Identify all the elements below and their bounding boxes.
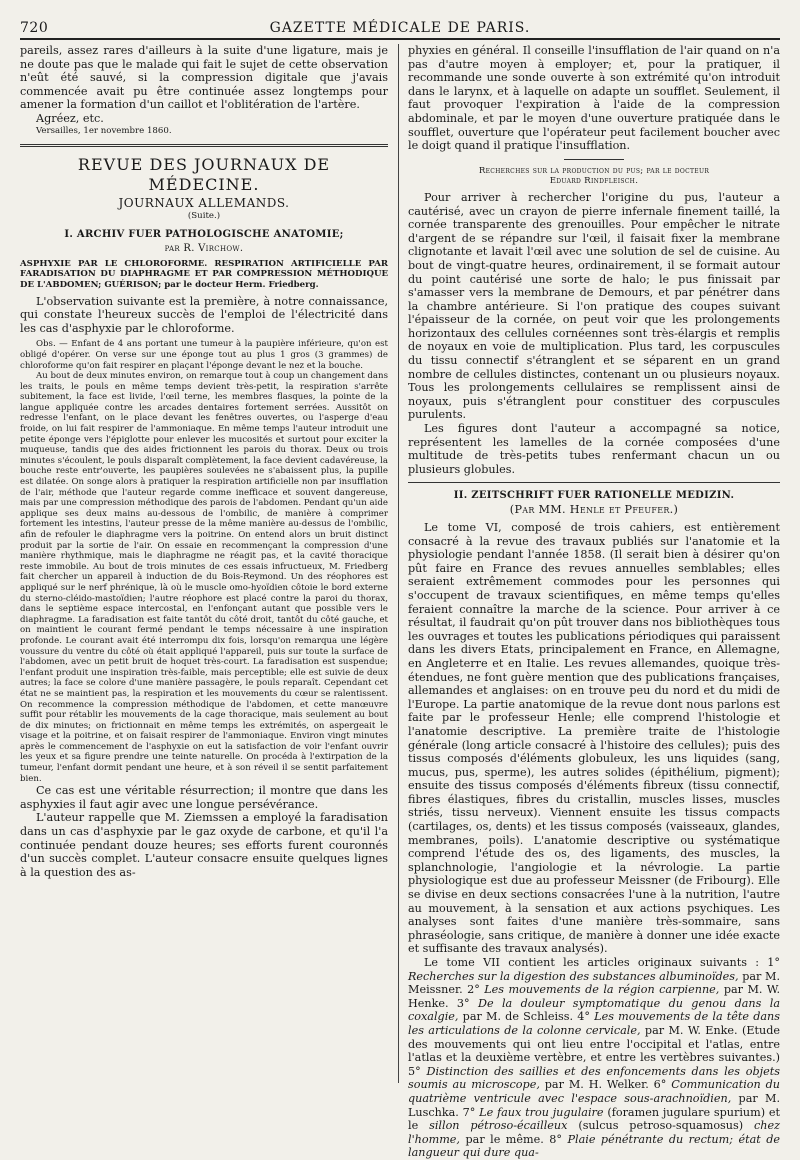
pus-paragraph-2: Les figures dont l'auteur a accompagné sa notice, représentent les lamelles de la cornée composées d'une multitude de très-petits tubes renfermant chacun un ou plusieurs globules.	[408, 422, 780, 476]
ziemssen-paragraph: L'auteur rappelle que M. Ziemssen a employé la faradisation dans un cas d'asphyxie par le gaz oxyde de carbone, et qu'il l'a continuée pendant douze heures; ses efforts furent couronnés d'un succès complet. L'auteur consacre ensuite quelques lignes à la question des as-	[20, 811, 388, 879]
observation-paragraph: Obs. — Enfant de 4 ans portant une tumeur à la paupière inférieure, qu'on est obligé d'opérer. On verse sur une éponge tout au plus 1 gros (3 grammes) de chloroforme qu'on fait respirer en plaçant l'éponge devant le nez et la bouche.	[20, 339, 388, 371]
archiv-title: I. ARCHIV FUER PATHOLOGISCHE ANATOMIE;	[64, 228, 344, 240]
journal-title: GAZETTE MÉDICALE DE PARIS.	[269, 20, 531, 36]
case-paragraph: Au bout de deux minutes environ, on remarque tout à coup un changement dans les traits, le pouls en même temps devient très-petit, la respiration s'arrête subitement, la face est livide, l'œil terne, les membres flasques, la pointe de la langue appliquée contre les arcades dentaires fortement serrées. Aussitôt on redresse l'enfant, on le place devant les fenêtres ouvertes, ou l'asperge d'eau froide, on lui fait respirer de l'ammoniaque. En même temps l'auteur introduit une petite éponge vers l'épiglotte pour enlever les mucosités et surtout pour exciter la muqueuse, tandis que des aides frictionnent les parois du thorax. Deux ou trois minutes s'écoulent, le pouls disparaît complètement, la face devient cadavéreuse, la bouche reste entr'ouverte, les paupières soulevées ne s'abaissent plus, la pupille est dilatée. On songe alors à pratiquer la respiration artificielle non par insufflation de l'air, méthode que l'auteur regarde comme inefficace et souvent dangereuse, mais par une compression méthodique des parois de l'abdomen. Pendant qu'un aide applique ses deux mains au-dessous de l'ombilic, de manière à comprimer fortement les intestins, l'auteur presse de la même manière au-dessus de l'ombilic, afin de refouler le diaphragme vers la poitrine. On entend alors un bruit distinct produit par la sortie de l'air. On essaie en recommençant la compression d'une manière rhythmique, mais le diaphragme ne réagit pas, et la cavité thoracique reste immobile. Au bout de trois minutes de ces essais infructueux, M. Friedberg fait chercher un appareil à induction de du Bois-Reymond. Un des réophores est appliqué sur le nerf phrénique, là où le muscle omo-hyoïdien côtoie le bord externe du sterno-cléido-mastoïdien; l'autre réophore est placé contre la paroi du thorax, dans le septième espace intercostal, en l'enfonçant autant que possible vers le diaphragme. La faradisation est faite tantôt du côté droit, tantôt du côté gauche, et on maintient le courant fermé pendant le temps nécessaire à une inspiration profonde. Le courant avait été interrompu dix fois, lorsqu'on remarqua une légère voussure du ventre du côté où était appliqué l'appareil, puis sur toute la surface de l'abdomen, avec un petit bruit de hoquet très-court. La faradisation est suspendue; l'enfant produit une inspiration très-faible, mais perceptible; elle est suivie de deux autres; la face se colore d'une manière passagère, le pouls reparaît. Cependant cet état ne se maintient pas, la respiration et les mouvements du cœur se ralentissent. On recommence la compression méthodique de l'abdomen, et cette manœuvre suffit pour rétablir les mouvements de la cage thoracique, mais seulement au bout de dix minutes; on frictionnait en même temps les extrémités, on aspergeait le visage et la poitrine, et on faisait respirer de l'ammoniaque. Environ vingt minutes après le commencement de l'asphyxie on eut la satisfaction de voir l'enfant ouvrir les yeux et sa figure prendre une teinte naturelle. On procéda à l'extirpation de la tumeur, l'enfant dormit pendant une heure, et à son réveil il se sentit parfaitement bien.	[20, 371, 388, 784]
right-column	[408, 44, 781, 1160]
tome7-paragraph: Le tome VII contient les articles originaux suivants : 1° Recherches sur la digestion des substances albuminoïdes, par M. Meissner. 2° Les mouvements de la région carpienne, par M. W. Henke. 3° De la douleur symptomatique du genou dans la coxalgie, par M. de Schleiss. 4° Les mouvements de la tête dans les articulations de la colonne cervicale, par M. W. Enke. (Etude des mouvements qui ont lieu entre l'occipital et l'atlas, entre l'atlas et la deuxième vertèbre, et entre les vertèbres suivantes.) 5° Distinction des saillies et des enfoncements dans les objets soumis au microscope, par M. H. Welker. 6° Communication du quatrième ventricule avec l'espace sous-arachnoïdien, par M. Luschka. 7° Le faux trou jugulaire (foramen jugulare spurium) et le sillon pétroso-écailleux (sulcus petroso-squamosus) chez l'homme, par le même. 8° Plaie pénétrante du rectum; état de langueur qui dure qua-	[408, 956, 781, 1160]
continuation-paragraph: phyxies en général. Il conseille l'insufflation de l'air quand on n'a pas d'autre moyen à employer; et, pour la pratiquer, il recommande une sonde ouverte à son extrémité qu'on introduit dans le larynx, et à laquelle on adapte un soufflet. Seulement, il faut provoquer l'expiration à l'aide de la compression abdominale, et par le moyen d'une ouverture pratiquée dans le soufflet, ouverture que l'opérateur peut facilement boucher avec le doigt quand il pratique l'insufflation.	[408, 44, 780, 153]
pus-paragraph-1: Pour arriver à rechercher l'origine du pus, l'auteur a cautérisé, avec un crayon de pierre infernale finement taillé, la cornée transparente des grenouilles. Pour empêcher le nitrate d'argent de se répandre sur l'œil, il faisait fixer la membrane clignotante et lavait l'œil avec une solution de sel de cuisine. Au bout de vingt-quatre heures, ordinairement, il se formait autour du point cautérisé une sorte de halo; le pus finissait par s'amasser vers la membrane de Demours, et par pénétrer dans la chambre antérieure. Si l'on pratique des coupes suivant l'épaisseur de la cornée, on peut voir que les prolongements horizontaux des cellules cornéennes sont très-élargis et remplis de noyaux en voie de multiplication. Plus tard, les corpuscules du tissu connectif s'étranglent et se séparent en un grand nombre de cellules distinctes, contenant un ou plusieurs noyaux. Tous les prolongements cellulaires se remplissent ainsi de noyaux, puis s'étranglent pour constituer des corpuscules purulents.	[408, 190, 780, 422]
page-number: 720	[20, 20, 49, 36]
pus-author: Eduard Rindfleisch.	[549, 176, 639, 187]
dateline: Versailles, 1er novembre 1860.	[36, 125, 172, 136]
suite-label: (Suite.)	[187, 211, 221, 222]
section-title: REVUE DES JOURNAUX DE MÉDECINE.	[77, 155, 331, 195]
closing: Agréez, etc.	[36, 111, 104, 125]
resurrection-paragraph: Ce cas est une véritable résurrection; il montre que dans les asphyxies il faut agir avec une longue persévérance.	[20, 784, 388, 811]
section-rule-right	[408, 482, 780, 483]
archiv-author: par R. Virchow.	[164, 242, 244, 254]
zeitschrift-title: II. ZEITSCHRIFT FUER RATIONELLE MEDIZIN.	[453, 490, 735, 502]
section-rule	[20, 144, 388, 147]
short-rule	[564, 159, 624, 160]
intro-paragraph: pareils, assez rares d'ailleurs à la suite d'une ligature, mais je ne doute pas que le malade qui fait le sujet de cette observation n'eût été sauvé, si la compression digitale que j'avais commencée avait pu être continuée assez longtemps pour amener la formation d'un caillot et l'oblitération de l'artère.	[20, 44, 388, 112]
tome6-paragraph: Le tome VI, composé de trois cahiers, est entièrement consacré à la revue des travaux publiés sur l'anatomie et la physiologie pendant l'année 1858. (Il serait bien à désirer qu'on pût faire en France des revues annuelles semblables; elles seraient extrêmement commodes pour les personnes qui s'occupent de travaux scientifiques, en même temps qu'elles feraient connaître la marche de la science. Pour arriver à ce résultat, il faudrait qu'on pût trouver dans nos bibliothèques tous les ouvrages et toutes les publications périodiques qui paraissent dans les divers Etats, principalement en France, en Allemagne, en Angleterre et en Italie. Les revues allemandes, quoique très-étendues, ne font guère mention que des publications françaises, allemandes et anglaises: on en trouve peu du nord et du midi de l'Europe. La partie anatomique de la revue dont nous parlons est faite par le professeur Henle; elle comprend l'histologie et l'anatomie descriptive. La première traite de l'histologie générale (long article consacré à l'histoire des cellules); puis des tissus composés d'éléments globuleux, les uns liquides (sang, mucus, pus, sperme), les autres solides (épithélium, pigment); ensuite des tissus composés d'éléments fibreux (tissu connectif, fibres élastiques, fibres du cristallin, muscles lisses, muscles striés, tissu nerveux). Viennent ensuite les tissus compacts (cartilages, os, dents) et les tissus composés (vaisseaux, glandes, membranes, poils). L'anatomie descriptive ou systématique comprend l'étude des os, des ligaments, des muscles, la splanchnologie, l'angiologie et la névrologie. La partie physiologique est due au professeur Meissner (de Fribourg). Elle se divise en deux sections consacrées l'une à la nutrition, l'autre au mouvement, à la sensation et aux actions psychiques. Les analyses sont faites d'une manière très-sommaire, sans phraséologie, sans critique, de manière à donner une idée exacte et suffisante des travaux analysés).	[408, 521, 781, 956]
pus-heading: Recherches sur la production du pus; par le docteur	[478, 165, 710, 176]
column-divider	[398, 44, 399, 1083]
left-column	[20, 44, 388, 1085]
section-subtitle: JOURNAUX ALLEMANDS.	[118, 196, 290, 211]
page-header	[20, 14, 780, 40]
zeitschrift-authors: (Par MM. Henle et Pfeufer.)	[509, 503, 679, 517]
article-heading: ASPHYXIE PAR LE CHLOROFORME. RESPIRATION ARTIFICIELLE PAR FARADISATION DU DIAPHRAGME ET PAR COMPRESSION MÉTHODIQUE DE L'ABDOMEN; GUÉRISON; par le docteur Herm. Friedberg.	[20, 258, 388, 290]
lead-paragraph: L'observation suivante est la première, à notre connaissance, qui constate l'heureux succès de l'emploi de l'électricité dans les cas d'asphyxie par le chloroforme.	[20, 294, 388, 335]
